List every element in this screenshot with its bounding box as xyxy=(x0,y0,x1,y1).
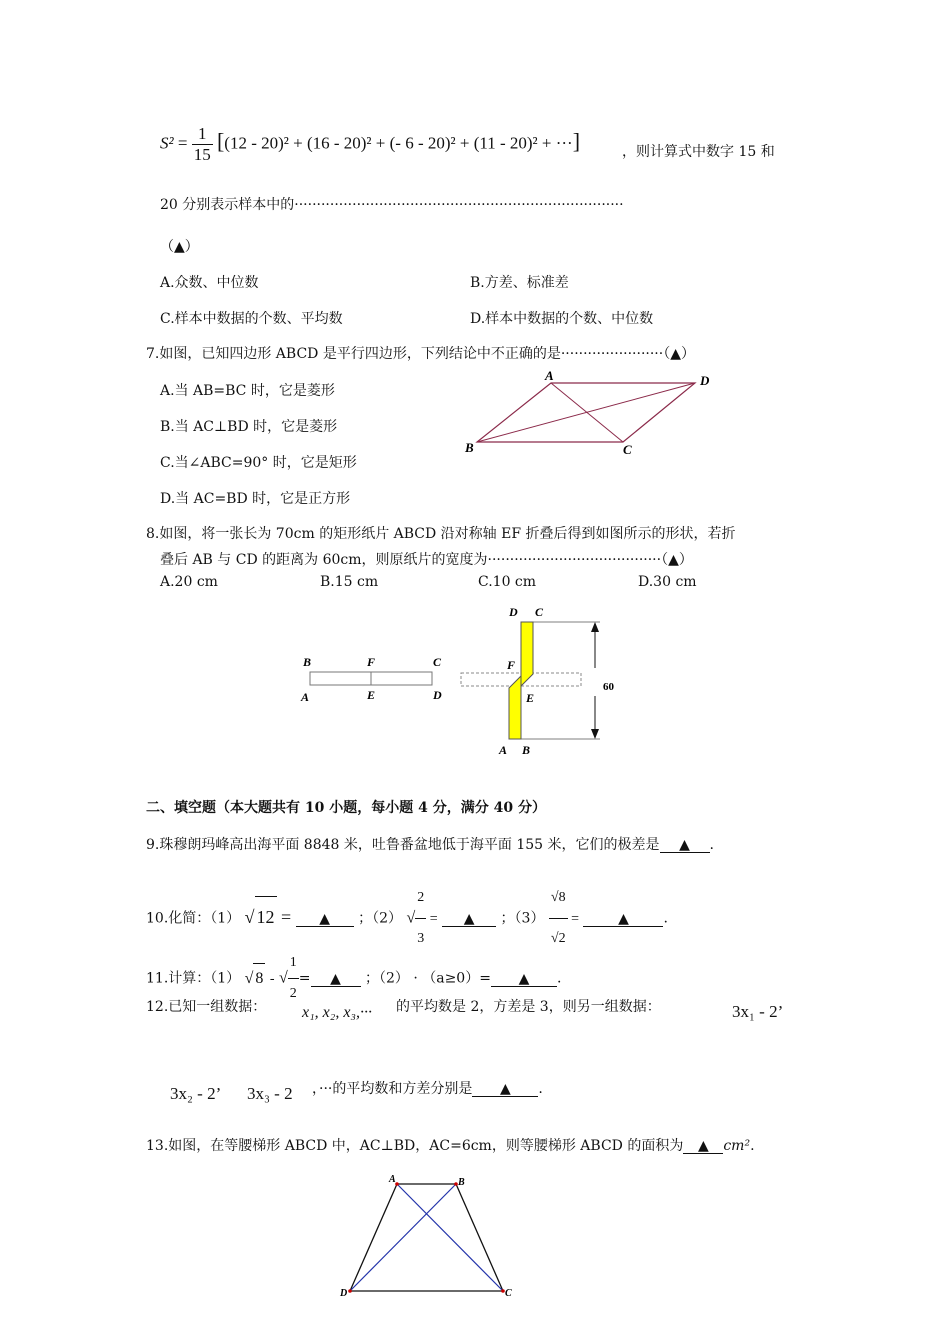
fraction-1-15: $\frac{1}{15}$ xyxy=(193,124,211,164)
point-a xyxy=(395,1182,399,1186)
q8-stem-line2: 叠后 AB 与 CD 的距离为 60cm，则原纸片的宽度为·······································（▲） xyxy=(160,552,693,568)
vertex-label-a: A xyxy=(545,368,554,383)
q10: 10.化简：（1） √ 12 = ▲ ；（2） √ $\frac{2}{3}$ = ▲ ；（3） $\frac{√8}{√2}$ = ▲ . xyxy=(146,878,668,959)
q8-option-a: A.20 cm xyxy=(160,574,218,590)
right-label-e: E xyxy=(526,691,535,705)
dimension-60: 60 xyxy=(603,681,614,693)
folded-strip-lower xyxy=(509,676,521,739)
q12-variables: x₁, x₂, x₃,··· xyxy=(302,1004,372,1021)
left-label-a: A xyxy=(301,690,310,704)
variance-symbol: S² xyxy=(160,133,174,153)
sqrt-12: 12 xyxy=(255,896,277,937)
q9: 9.珠穆朗玛峰高出海平面 8848 米，吐鲁番盆地低于海平面 155 米，它们的极差是 ▲ . xyxy=(146,837,714,853)
trap-label-c: C xyxy=(505,1288,512,1299)
q7-option-a: A.当 AB=BC 时，它是菱形 xyxy=(160,383,335,399)
q12-term-2: 3x₂ - 2’ xyxy=(170,1084,222,1103)
arrowhead-top xyxy=(591,622,599,632)
q10-blank-2[interactable]: ▲ xyxy=(442,912,496,927)
q12-tail: ，···的平均数和方差分别是 ▲ . xyxy=(312,1081,543,1097)
q7-option-d: D.当 AC=BD 时，它是正方形 xyxy=(160,491,351,507)
q12-answer-blank[interactable]: ▲ xyxy=(472,1082,538,1097)
q13-answer-blank[interactable]: ▲ xyxy=(683,1139,723,1154)
q6-answer-mark: （▲） xyxy=(160,239,199,255)
diagonal-bd xyxy=(477,383,695,442)
q6-tail: ，则计算式中数字 15 和 xyxy=(622,144,775,160)
q7-option-c: C.当∠ABC=90° 时，它是矩形 xyxy=(160,455,357,471)
vertex-label-c: C xyxy=(623,442,632,457)
q8-option-d: D.30 cm xyxy=(638,574,697,590)
q11: 11.计算：（1） √ 8 - √ $\frac{1}{2}$ = ▲ ；（2） · （a≥0）= ▲ . xyxy=(146,948,561,1009)
right-label-c: C xyxy=(535,605,544,619)
q12-term-3: 3x₃ - 2 xyxy=(247,1084,293,1103)
q6-option-b: B.方差、标准差 xyxy=(470,275,569,291)
point-d xyxy=(348,1289,352,1293)
diagonal-bd xyxy=(350,1184,456,1291)
fold-figure xyxy=(295,600,615,762)
folded-strip-upper xyxy=(521,622,533,686)
right-label-d: D xyxy=(509,605,518,619)
left-label-f: F xyxy=(367,655,376,669)
q10-blank-1[interactable]: ▲ xyxy=(296,912,354,927)
q7-stem: 7.如图，已知四边形 ABCD 是平行四边形，下列结论中不正确的是·······················（▲） xyxy=(146,346,695,362)
q6-line2: 20 分别表示样本中的·········································································· xyxy=(160,197,624,213)
right-label-f: F xyxy=(507,658,516,672)
right-label-b: B xyxy=(522,743,531,757)
q9-answer-blank[interactable]: ▲ xyxy=(660,838,710,853)
q6-option-d: D.样本中数据的个数、中位数 xyxy=(470,311,654,327)
arrowhead-bottom xyxy=(591,729,599,739)
q8-option-c: C.10 cm xyxy=(478,574,537,590)
variance-expression: (12 - 20)² + (16 - 20)² + (- 6 - 20)² + (11 - 20)² + ··· xyxy=(224,133,573,153)
sqrt-fraction-1-2: $\frac{1}{2}$ xyxy=(288,948,299,1009)
vertex-label-b: B xyxy=(465,440,474,455)
q12-lead: 12.已知一组数据： xyxy=(146,999,267,1015)
leg-ad xyxy=(350,1184,397,1291)
sqrt-fraction-2-3: $\frac{2}{3}$ xyxy=(415,878,426,959)
q6-formula: S² = $\frac{1}{15}$ [(12 - 20)² + (16 - 20)² + (- 6 - 20)² + (11 - 20)² + ···] xyxy=(160,124,581,164)
sqrt-8: 8 xyxy=(253,963,265,994)
q12-term-1: 3x₁ - 2’ xyxy=(732,1002,784,1021)
q11-blank-2[interactable]: ▲ xyxy=(491,972,557,987)
right-label-a: A xyxy=(499,743,508,757)
left-label-d: D xyxy=(433,688,442,702)
parallelogram-figure xyxy=(455,365,725,460)
fraction-sqrt8-sqrt2: $\frac{√8}{√2}$ xyxy=(549,878,568,959)
q7-option-b: B.当 AC⊥BD 时，它是菱形 xyxy=(160,419,338,435)
q13: 13.如图，在等腰梯形 ABCD 中，AC⊥BD，AC=6cm，则等腰梯形 ABCD 的面积为 ▲ cm². xyxy=(146,1138,755,1154)
section-2-heading: 二、填空题（本大题共有 10 小题，每小题 4 分，满分 40 分） xyxy=(146,800,546,816)
vertex-label-d: D xyxy=(700,373,710,388)
diagonal-ac xyxy=(397,1184,503,1291)
left-label-b: B xyxy=(303,655,312,669)
q8-stem-line1: 8.如图，将一张长为 70cm 的矩形纸片 ABCD 沿对称轴 EF 折叠后得到如图所示的形状，若折 xyxy=(146,526,736,542)
q10-blank-3[interactable]: ▲ xyxy=(583,912,663,927)
left-label-c: C xyxy=(433,655,442,669)
q6-option-a: A.众数、中位数 xyxy=(160,275,259,291)
trapezoid-figure xyxy=(330,1170,530,1302)
q11-blank-1[interactable]: ▲ xyxy=(311,972,361,987)
left-label-e: E xyxy=(367,688,376,702)
trap-label-d: D xyxy=(340,1288,348,1299)
trap-label-b: B xyxy=(458,1177,465,1188)
leg-bc xyxy=(456,1184,503,1291)
q6-option-c: C.样本中数据的个数、平均数 xyxy=(160,311,343,327)
trap-label-a: A xyxy=(389,1174,396,1185)
q8-option-b: B.15 cm xyxy=(320,574,379,590)
q12-mid: 的平均数是 2，方差是 3，则另一组数据： xyxy=(396,999,661,1015)
